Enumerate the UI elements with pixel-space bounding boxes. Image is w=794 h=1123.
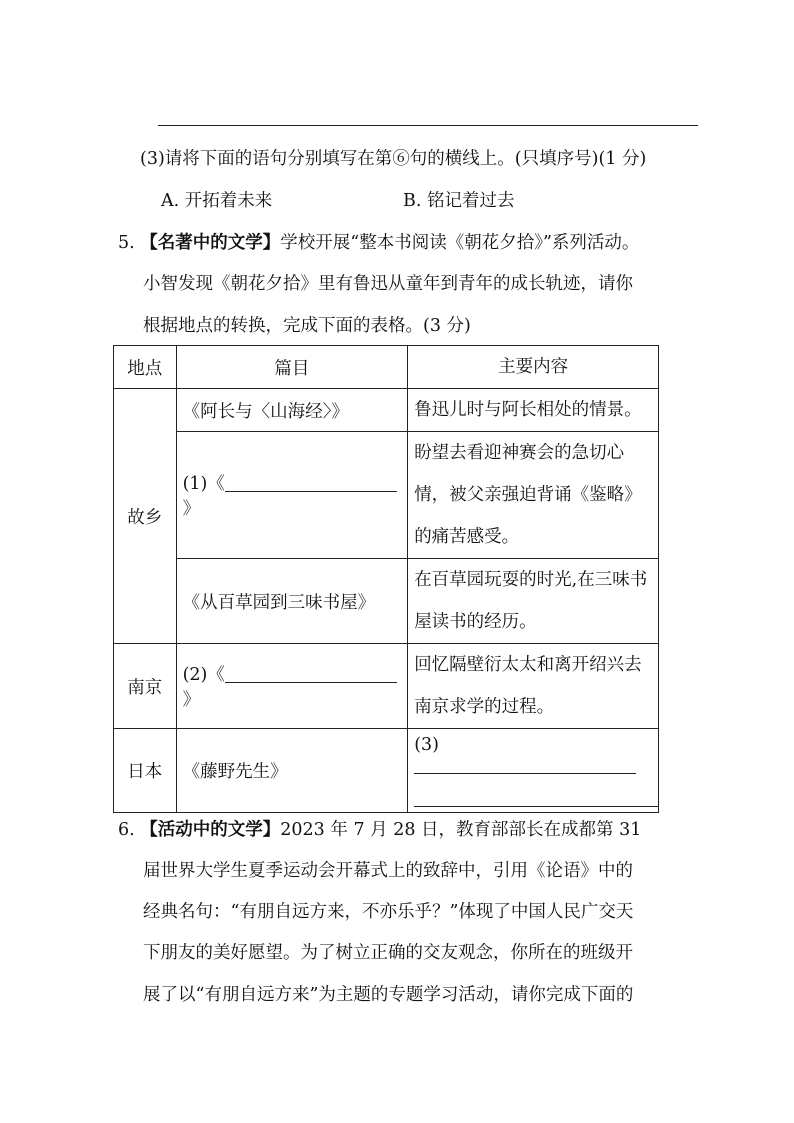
content-blank-3-line2[interactable] bbox=[414, 788, 658, 807]
row4-prefix: (2)《 bbox=[182, 665, 225, 685]
row5-title: 《藤野先生》 bbox=[176, 729, 408, 813]
place-nanjing: 南京 bbox=[114, 644, 177, 729]
content-blank-3[interactable] bbox=[414, 755, 636, 774]
row4-suffix: 》 bbox=[182, 690, 201, 710]
table-row bbox=[114, 644, 659, 729]
q6-line3: 经典名句：“有朋自远方来，不亦乐乎？”体现了中国人民广交天 bbox=[143, 902, 634, 922]
q5-text1: 学校开展“整本书阅读《朝花夕拾》”系列活动。 bbox=[280, 233, 640, 253]
row3-content: 在百草园玩耍的时光,在三味书屋读书的经历。 bbox=[408, 559, 659, 644]
q6-line2: 届世界大学生夏季运动会开幕式上的致辞中，引用《论语》中的 bbox=[143, 861, 633, 881]
table-header-row bbox=[114, 346, 659, 389]
row2-prefix: (1)《 bbox=[182, 474, 225, 494]
q5-line3: 根据地点的转换，完成下面的表格。(3 分) bbox=[143, 316, 471, 336]
q5-line2: 小智发现《朝花夕拾》里有鲁迅从童年到青年的成长轨迹，请你 bbox=[143, 274, 633, 294]
table-row bbox=[114, 559, 659, 644]
q6-line5: 展了以“有朋自远方来”为主题的专题学习活动，请你完成下面的 bbox=[143, 985, 634, 1005]
row5-prefix: (3) bbox=[414, 734, 439, 755]
title-blank-2[interactable] bbox=[225, 664, 397, 683]
header-title: 篇目 bbox=[176, 346, 408, 389]
place-japan: 日本 bbox=[114, 729, 177, 813]
header-place: 地点 bbox=[114, 346, 177, 389]
row5-content-cell bbox=[408, 729, 659, 813]
row2-suffix: 》 bbox=[182, 499, 201, 519]
option-a: A. 开拓着未来 bbox=[161, 191, 273, 211]
previous-answer-line bbox=[158, 125, 698, 126]
q6-tag: 【活动中的文学】 bbox=[140, 820, 281, 840]
q5-tag: 【名著中的文学】 bbox=[140, 233, 281, 253]
table-row bbox=[114, 389, 659, 432]
row3-title: 《从百草园到三味书屋》 bbox=[176, 559, 408, 644]
header-content: 主要内容 bbox=[408, 346, 659, 389]
place-home: 故乡 bbox=[114, 389, 177, 644]
q4-3-stem: (3)请将下面的语句分别填写在第⑥句的横线上。(只填序号)(1 分) bbox=[140, 149, 647, 169]
option-b: B. 铭记着过去 bbox=[403, 191, 515, 211]
row2-title-cell bbox=[176, 432, 408, 559]
q6-line4: 下朋友的美好愿望。为了树立正确的交友观念，你所在的班级开 bbox=[143, 943, 633, 963]
table-row bbox=[114, 432, 659, 559]
row1-title: 《阿长与〈山海经〉》 bbox=[176, 389, 408, 432]
reading-table bbox=[113, 345, 659, 813]
row2-content: 盼望去看迎神赛会的急切心情，被父亲强迫背诵《鉴略》的痛苦感受。 bbox=[408, 432, 659, 559]
row4-content: 回忆隔壁衍太太和离开绍兴去南京求学的过程。 bbox=[408, 644, 659, 729]
q5-line1 bbox=[118, 230, 639, 256]
table-row bbox=[114, 729, 659, 813]
q6-line1 bbox=[118, 817, 641, 843]
row1-content: 鲁迅儿时与阿长相处的情景。 bbox=[408, 389, 659, 432]
row4-title-cell bbox=[176, 644, 408, 729]
title-blank-1[interactable] bbox=[225, 473, 397, 492]
q6-number: 6. bbox=[118, 820, 135, 840]
q5-number: 5. bbox=[118, 233, 135, 253]
q6-text1: 2023 年 7 月 28 日，教育部部长在成都第 31 bbox=[280, 820, 642, 840]
